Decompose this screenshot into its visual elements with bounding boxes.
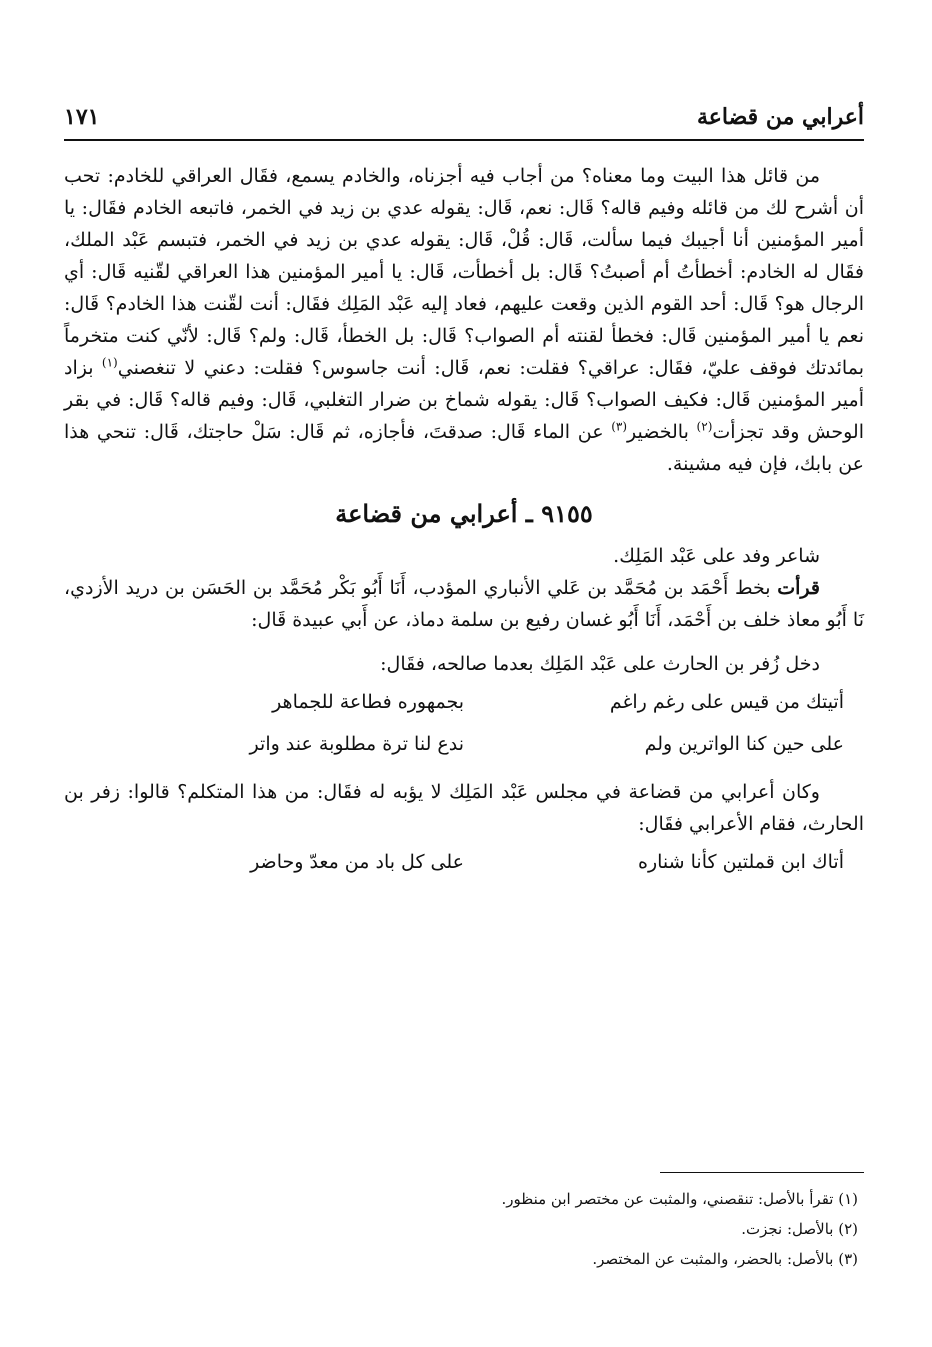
narrative-text-cont: بزاد أمير المؤمنين قَال: فكيف الصواب؟ قَال: يقوله شماخ بن ضرار التغلبي، قَال: وفيم قاله؟ قَال: في بقر الوحش وقد تجزأت: [64, 357, 864, 443]
footnote-ref-3[interactable]: (٣): [611, 419, 628, 434]
narrative-text-end: عن الماء قَال: صدقتَ، فأجازه، ثم قَال: سَلْ حاجتك، قَال: تنحي هذا عن بابك، فإن فيه مشينة.: [64, 421, 864, 475]
page-header: [64, 90, 864, 130]
footnote-ref-1[interactable]: (١): [101, 355, 118, 370]
narrative-text-cont2: بالخضير: [627, 421, 697, 443]
verse-second-hemistich: على كل باد من معدّ وحاضر: [250, 851, 464, 873]
verse-line: [64, 728, 864, 770]
footnote-rule: [660, 1172, 864, 1173]
running-head: أعرابي من قضاعة: [696, 104, 864, 130]
story-paragraph-2: وكان أعرابي من قضاعة في مجلس عَبْد المَلِك لا يؤبه له فقَال: من هذا المتكلم؟ قالوا: زفر بن الحارث، فقام الأعرابي فقَال:: [64, 781, 864, 835]
page-number: ١٧١: [64, 104, 100, 130]
footnote-ref-2[interactable]: (٢): [696, 419, 713, 434]
verse-line: [64, 846, 864, 888]
story-paragraph-1: دخل زُفر بن الحارث على عَبْد المَلِك بعدما صالحه، فقَال:: [380, 653, 820, 675]
entry-title: ٩١٥٥ ـ أعرابي من قضاعة: [335, 499, 593, 528]
footnote-3: (٣) بالأصل: بالحضر، والمثبت عن المختصر.: [592, 1250, 858, 1268]
verse-second-hemistich: ندع لنا ترة مطلوبة عند واتر: [249, 733, 464, 755]
poem-block-1: [64, 686, 864, 770]
footnote-2: (٢) بالأصل: نجزت.: [741, 1220, 858, 1238]
footnote-1: (١) تقرأ بالأصل: تنقصني، والمثبت عن مختصر ابن منظور.: [501, 1190, 858, 1208]
isnad-paragraph: [64, 572, 864, 636]
footnotes: [64, 1184, 864, 1274]
verse-first-hemistich: على حين كنا الواترين ولم: [644, 733, 844, 755]
narrative-paragraph: [64, 160, 864, 480]
isnad-lead: قرأت: [777, 577, 820, 599]
verse-second-hemistich: بجمهوره فطاعة للجماهر: [272, 691, 464, 713]
isnad-text: بخط أَحْمَد بن مُحَمَّد بن عَلي الأنباري المؤدب، أَنَا أَبُو بَكْر مُحَمَّد بن الحَسَن بن دريد الأزدي، نَا أَبُو معاذ خلف بن أَحْمَد، أَنَا أَبُو غسان رفيع بن سلمة دماذ، عن أَبي عبيدة قَال:: [64, 577, 864, 631]
poem-block-2: [64, 846, 864, 888]
verse-line: [64, 686, 864, 728]
verse-first-hemistich: أتيتك من قيس على رغم راغم: [609, 691, 844, 713]
header-rule: [64, 139, 864, 141]
entry-intro: شاعر وفد على عَبْد المَلِك.: [613, 545, 820, 567]
main-text: [64, 160, 864, 894]
verse-first-hemistich: أتاك ابن قملتين كأنا شناره: [638, 851, 844, 873]
narrative-text: من قائل هذا البيت وما معناه؟ من أجاب فيه أجزناه، والخادم يسمع، فقَال العراقي للخادم: تحب أن أشرح لك من قائله وفيم قاله؟ قَال: نعم، قَال: يقوله عدي بن زيد في الخمر، فاتبعه الخادم فقَال: يا أمير المؤمنين أنا أجيبك فيما سألت، قَال: قُلْ، قَال: يقوله عدي بن زيد في الخمر، فتبسم عَبْد الملك، فقَال له الخادم: أخطأتُ أم أصبتُ؟ قَال: بل أخطأت، قَال: يا أمير المؤمنين هذا العراقي لقّنيه قَال: أي الرجال هو؟ قَال: أحد القوم الذين وقعت عليهم، فعاد إليه عَبْد المَلِك فقَال: أنت لقّنت هذا الخادم؟ قَال: نعم يا أمير المؤمنين قَال: فخطأ لقنته أم الصواب؟ قَال: بل الخطأ، قَال: ولم؟ قَال: لأنّي كنت متخرماً بمائدتك فوقف عليّ، فقَال: عراقي؟ فقلت: نعم، قَال: أنت جاسوس؟ فقلت: دعني لا تنغصني: [64, 165, 864, 379]
